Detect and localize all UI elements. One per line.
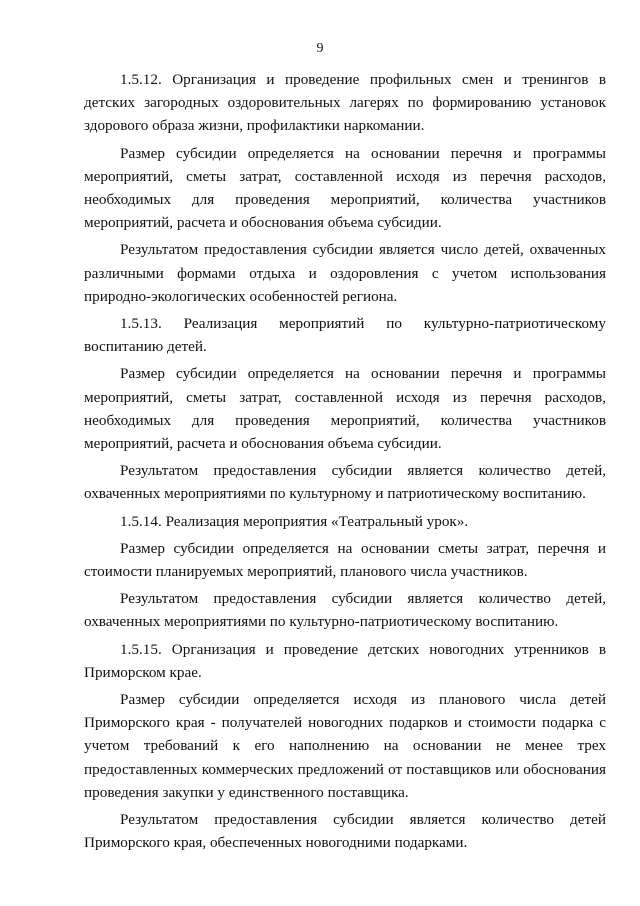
paragraph-subsidy-size: Размер субсидии определяется на основании перечня и программы мероприятий, сметы затрат, составленной исходя из перечня расходов, необходимых для проведения мероприятий, количества участников мероприятий, расчета и обоснования объема субсидии. (84, 365, 606, 453)
paragraph-1-5-14-heading: 1.5.14. Реализация мероприятия «Театральный урок». (120, 512, 469, 530)
paragraph-subsidy-size: Размер субсидии определяется на основании сметы затрат, перечня и стоимости планируемых мероприятий, планового числа участников. (84, 539, 606, 581)
paragraph-subsidy-result: Результатом предоставления субсидии является количество детей, охваченных мероприятиями по культурному и патриотическому воспитанию. (84, 462, 606, 503)
paragraph-subsidy-size: Размер субсидии определяется исходя из планового числа детей Приморского края - получателей новогодних подарков и стоимости подарка с учетом требований к его наполнению на основании не менее трех предоставленных коммерческих предложений от поставщиков или обоснования проведения закупки у единственного поставщика. (84, 691, 606, 801)
paragraph-subsidy-result: Результатом предоставления субсидии является число детей, охваченных различными формами отдыха и оздоровления с учетом использования природно-экологических особенностей региона. (84, 241, 606, 305)
paragraph-1-5-15-heading: 1.5.15. Организация и проведение детских новогодних утренников в Приморском крае. (84, 640, 606, 681)
paragraph-1-5-13-heading: 1.5.13. Реализация мероприятий по культурно-патриотическому воспитанию детей. (84, 315, 606, 356)
paragraph-subsidy-result: Результатом предоставления субсидии является количество детей, охваченных мероприятиями по культурно-патриотическому воспитанию. (84, 590, 606, 631)
paragraph-1-5-12-heading: 1.5.12. Организация и проведение профильных смен и тренингов в детских загородных оздоровительных лагерях по формированию установок здорового образа жизни, профилактики наркомании. (84, 71, 606, 135)
paragraph-subsidy-size: Размер субсидии определяется на основании перечня и программы мероприятий, сметы затрат, составленной исходя из перечня расходов, необходимых для проведения мероприятий, количества участников мероприятий, расчета и обоснования объема субсидии. (84, 144, 606, 232)
paragraph-subsidy-result: Результатом предоставления субсидии является количество детей Приморского края, обеспеченных новогодними подарками. (84, 811, 606, 852)
document-body (84, 68, 606, 855)
page-number: 9 (316, 41, 324, 56)
